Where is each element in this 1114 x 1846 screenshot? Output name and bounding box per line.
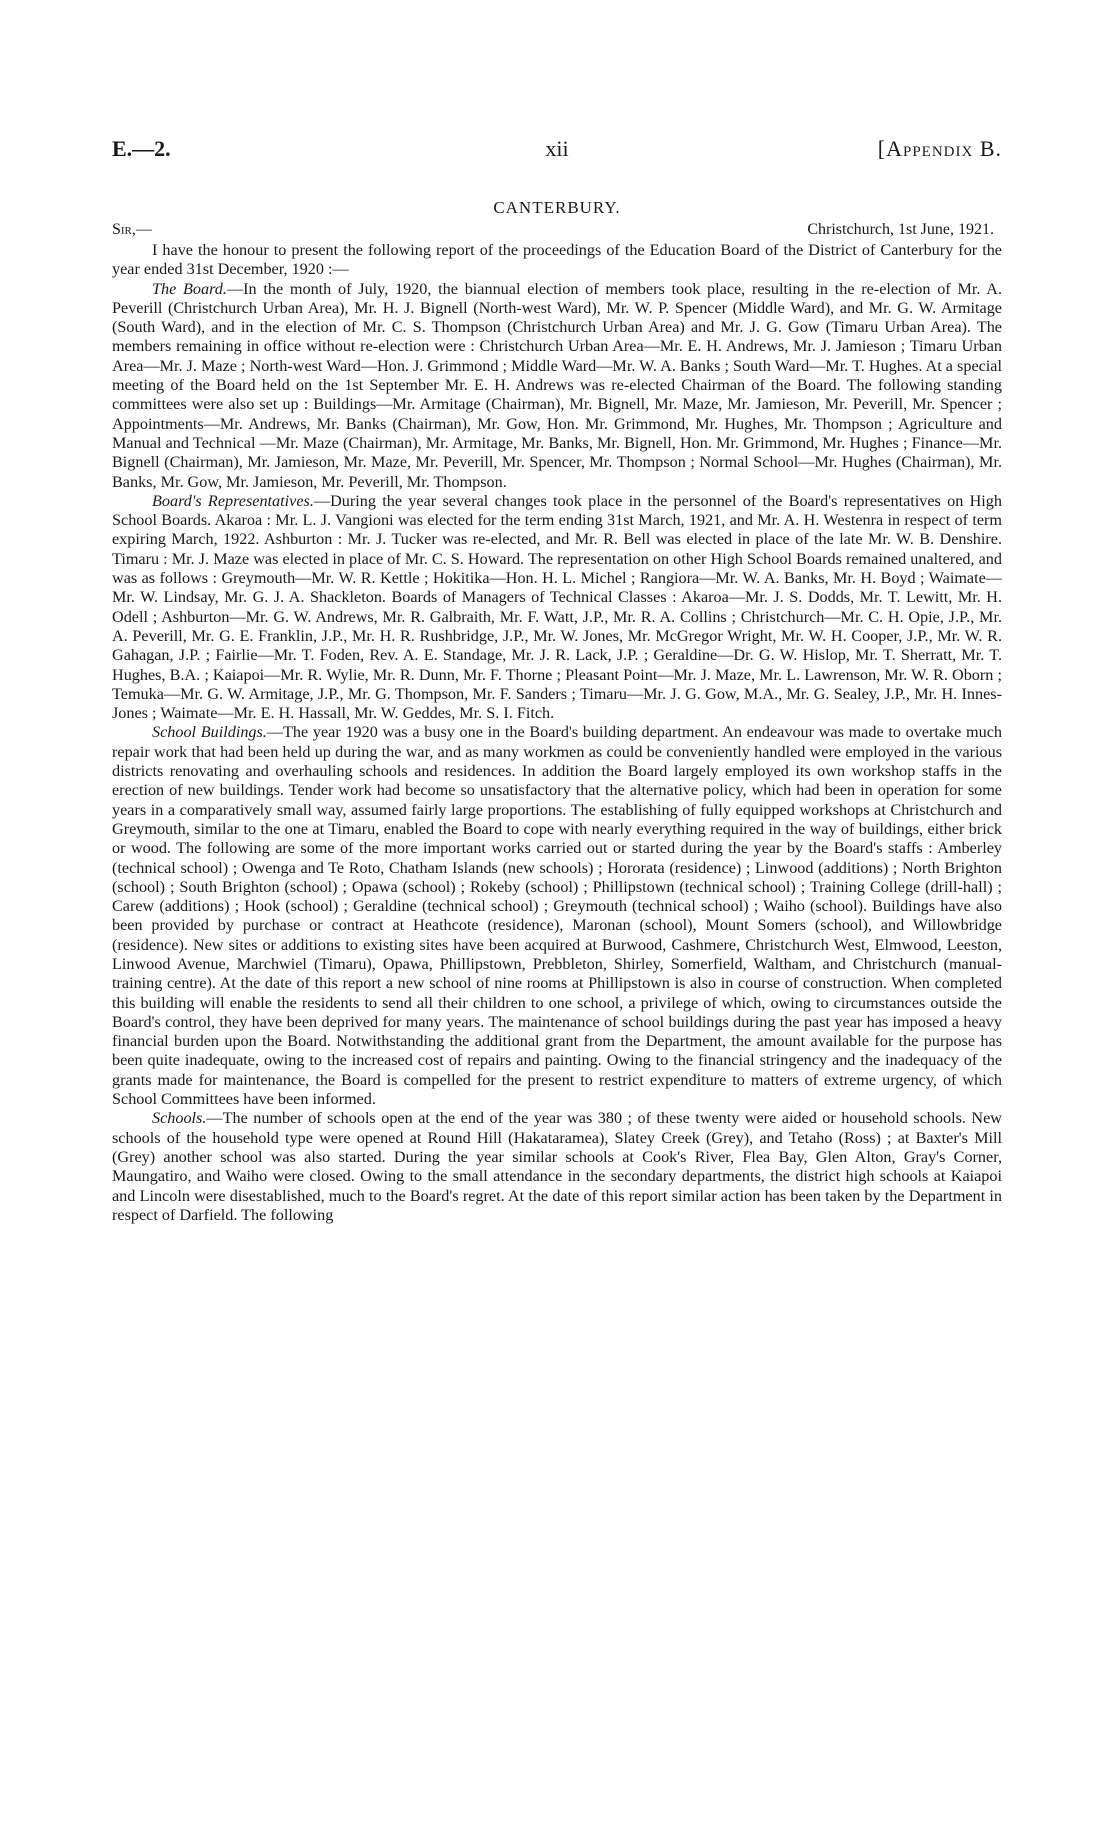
paragraph-text: I have the honour to present the following report of the proceedings of the Education Board of the District of Canterbury for the year ended 31st December, 1920 :— xyxy=(112,241,1002,279)
paragraph-text: —The year 1920 was a busy one in the Board's building department. An endeavour was made to overtake much repair work that had been held up during the war, and as many workmen as could be conveniently handled were employed in the various districts renovating and overhauling schools and residences. In addition the Board largely employed its own workshop staffs in the erection of new buildings. Tender work had become so unsatisfactory that the alternative policy, which had been in operation for some years in a comparatively small way, assumed fairly large proportions. The establishing of fully equipped workshops at Christchurch and Greymouth, similar to the one at Timaru, enabled the Board to cope with nearly everything required in the way of buildings, either brick or wood. The following are some of the more important works carried out or started during the year by the Board's staffs : Amberley (technical school) ; Owenga and Te Roto, Chatham Islands (new schools) ; Hororata (residence) ; Linwood (additions) ; North Brighton (school) ; South Brighton (school) ; Opawa (school) ; Rokeby (school) ; Phillipstown (technical school) ; Training College (drill-hall) ; Carew (additions) ; Hook (school) ; Geraldine (technical school) ; Greymouth (technical school) ; Waiho (school). Buildings have also been provided by purchase or contract at Heathcote (residence), Maronan (school), Mount Somers (school), and Willowbridge (residence). New sites or additions to existing sites have been acquired at Burwood, Cashmere, Christchurch West, Elmwood, Leeston, Linwood Avenue, Marchwiel (Timaru), Opawa, Phillipstown, Prebbleton, Shirley, Somerfield, Waltham, and Christchurch (manual-training centre). At the date of this report a new school of nine rooms at Phillipstown is also in course of construction. When completed this building will enable the residents to send all their children to one school, a privilege of which, owing to circumstances outside the Board's control, they have been deprived for many years. The maintenance of school buildings during the past year has imposed a heavy financial burden upon the Board. Notwithstanding the additional grant from the Department, the amount available for the purpose has been quite inadequate, owing to the increased cost of repairs and painting. Owing to the financial stringency and the inadequacy of the grants made for maintenance, the Board is compelled for the present to restrict expenditure to matters of extreme urgency, of which School Committees have been informed. xyxy=(112,723,1002,1109)
paragraph-text: —In the month of July, 1920, the biannual election of members took place, resulting in the re-election of Mr. A. Peverill (Christchurch Urban Area), Mr. H. J. Bignell (North-west Ward), Mr. W. P. Spencer (Middle Ward), and Mr. G. W. Armitage (South Ward), and in the election of Mr. C. S. Thompson (Christchurch Urban Area) and Mr. J. G. Gow (Timaru Urban Area). The members remaining in office without re-election were : Christchurch Urban Area—Mr. E. H. Andrews, Mr. J. Jamieson ; Timaru Urban Area—Mr. J. Maze ; North-west Ward—Hon. J. Grimmond ; Middle Ward—Mr. W. A. Banks ; South Ward—Mr. T. Hughes. At a special meeting of the Board held on the 1st September Mr. E. H. Andrews was re-elected Chairman of the Board. The following standing committees were also set up : Buildings—Mr. Armitage (Chairman), Mr. Bignell, Mr. Maze, Mr. Jamieson, Mr. Peverill, Mr. Spencer ; Appointments—Mr. Andrews, Mr. Banks (Chairman), Mr. Gow, Hon. Mr. Grimmond, Mr. Hughes, Mr. Thompson ; Agriculture and Manual and Technical —Mr. Maze (Chairman), Mr. Armitage, Mr. Banks, Mr. Bignell, Hon. Mr. Grimmond, Mr. Hughes ; Finance—Mr. Bignell (Chairman), Mr. Jamieson, Mr. Maze, Mr. Peverill, Mr. Spencer, Mr. Thompson ; Normal School—Mr. Hughes (Chairman), Mr. Banks, Mr. Gow, Mr. Jamieson, Mr. Peverill, Mr. Thompson. xyxy=(112,279,1002,491)
header-reference: E.—2. xyxy=(112,136,171,161)
section-heading: Board's Representatives. xyxy=(152,491,314,510)
paragraph-schools xyxy=(112,1109,1002,1225)
page-header xyxy=(112,136,1002,170)
paragraph-school-buildings xyxy=(112,723,1002,1109)
section-heading: School Buildings. xyxy=(152,723,267,742)
salutation: Sir,— xyxy=(112,221,152,238)
paragraph-intro xyxy=(112,241,1002,280)
paragraph-the-board xyxy=(112,280,1002,492)
paragraph-text: —The number of schools open at the end of the year was 380 ; of these twenty were aided or household schools. New schools of the household type were opened at Round Hill (Hakataramea), Slatey Creek (Grey), and Tetaho (Ross) ; at Baxter's Mill (Grey) another school was also started. During the year similar schools at Cook's River, Flea Bay, Glen Alton, Gray's Corner, Maungatiro, and Waiho were closed. Owing to the small attendance in the secondary departments, the district high schools at Kaiapoi and Lincoln were disestablished, much to the Board's regret. At the date of this report similar action has been taken by the Department in respect of Darfield. The following xyxy=(112,1109,1002,1224)
section-heading: The Board. xyxy=(152,279,227,298)
paragraph-boards-representatives xyxy=(112,492,1002,724)
paragraph-text: —During the year several changes took place in the personnel of the Board's representatives on High School Boards. Akaroa : Mr. L. J. Vangioni was elected for the term ending 31st March, 1921, and Mr. A. H. Westenra in respect of term expiring March, 1922. Ashburton : Mr. J. Tucker was re-elected, and Mr. R. Bell was elected in place of the late Mr. W. B. Denshire. Timaru : Mr. J. Maze was elected in place of Mr. C. S. Howard. The representation on other High School Boards remained unaltered, and was as follows : Greymouth—Mr. W. R. Kettle ; Hokitika—Hon. H. L. Michel ; Rangiora—Mr. W. A. Banks, Mr. H. Boyd ; Waimate—Mr. W. Lindsay, Mr. G. J. A. Shackleton. Boards of Managers of Technical Classes : Akaroa—Mr. J. S. Dodds, Mr. T. Lewitt, Mr. H. Odell ; Ashburton—Mr. G. W. Andrews, Mr. R. Galbraith, Mr. F. Watt, J.P., Mr. R. A. Collins ; Christchurch—Mr. C. H. Opie, J.P., Mr. A. Peverill, Mr. G. E. Franklin, J.P., Mr. H. R. Rushbridge, J.P., Mr. W. Jones, Mr. McGregor Wright, Mr. W. H. Cooper, J.P., Mr. W. R. Gahagan, J.P. ; Fairlie—Mr. T. Foden, Rev. A. E. Standage, Mr. J. R. Lack, J.P. ; Geraldine—Dr. G. W. Hislop, Mr. T. Sherratt, Mr. T. Hughes, B.A. ; Kaiapoi—Mr. R. Wylie, Mr. R. Dunn, Mr. F. Thorne ; Pleasant Point—Mr. J. Maze, Mr. L. Lawrenson, Mr. W. R. Oborn ; Temuka—Mr. G. W. Armitage, J.P., Mr. G. Thompson, Mr. F. Sanders ; Timaru—Mr. J. G. Gow, M.A., Mr. G. Sealey, J.P., Mr. H. Innes-Jones ; Waimate—Mr. E. H. Hassall, Mr. W. Geddes, Mr. S. I. Fitch. xyxy=(112,491,1002,723)
page-number: xii xyxy=(545,136,569,161)
header-appendix: [Appendix B. xyxy=(877,136,1002,161)
report-body xyxy=(112,241,1002,1225)
document-title: CANTERBURY. xyxy=(493,198,621,217)
section-heading: Schools. xyxy=(152,1109,207,1128)
date-line: Christchurch, 1st June, 1921. xyxy=(807,221,994,238)
